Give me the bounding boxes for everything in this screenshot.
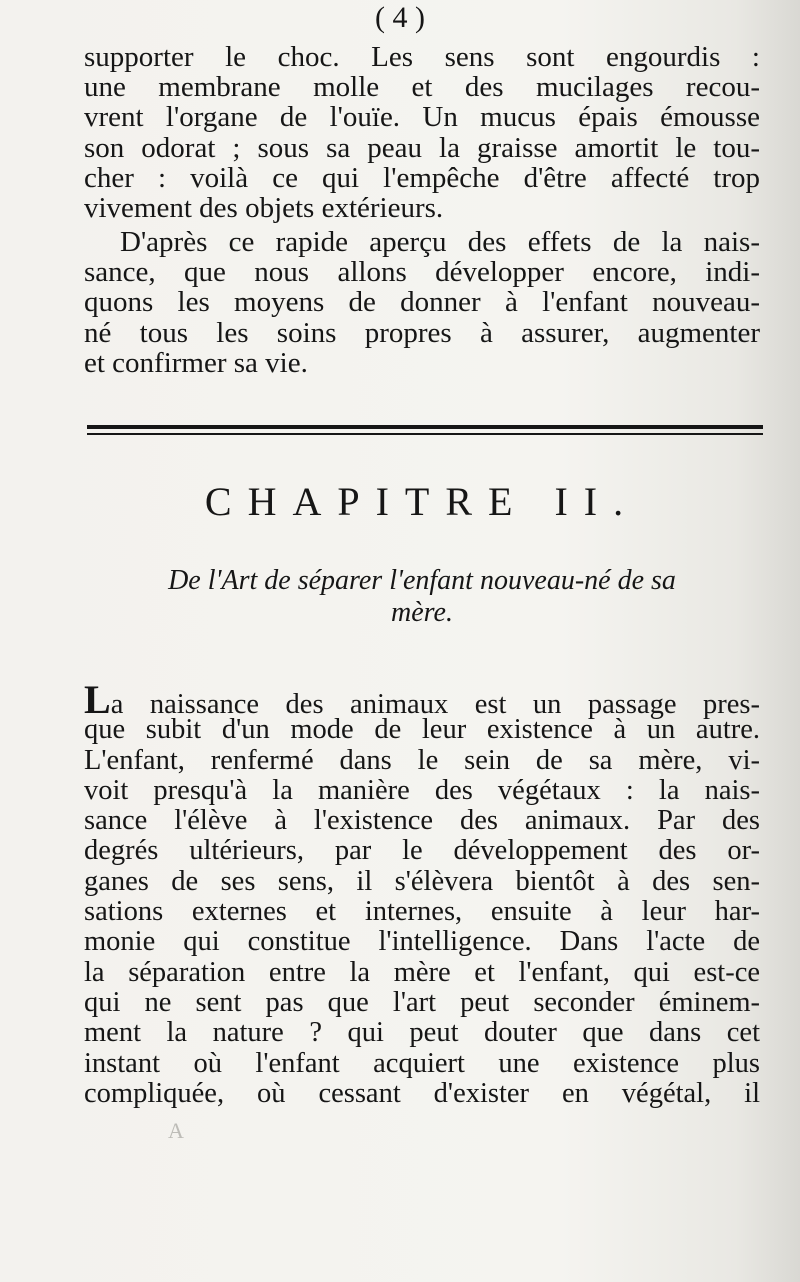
section-rule-thick bbox=[87, 425, 763, 429]
text-line: monie qui constitue l'intelligence. Dans l'acte de bbox=[84, 926, 760, 958]
text-line: degrés ultérieurs, par le développement des or- bbox=[84, 835, 760, 867]
text-line: supporter le choc. Les sens sont engourdis : bbox=[84, 41, 760, 73]
text-line: ganes de ses sens, il s'élèvera bientôt à des sen- bbox=[84, 865, 760, 897]
text-line: cher : voilà ce qui l'empêche d'être affecté trop bbox=[84, 161, 760, 194]
text-line: instant où l'enfant acquiert une existence plus bbox=[84, 1047, 760, 1079]
text-line: vrent l'organe de l'ouïe. Un mucus épais émousse bbox=[84, 101, 760, 134]
subtitle-line: mère. bbox=[391, 597, 453, 628]
text-line: vivement des objets extérieurs. bbox=[84, 191, 444, 224]
signature-mark: A bbox=[168, 1118, 184, 1143]
chapter-subtitle bbox=[84, 565, 760, 629]
text-line: sance, que nous allons développer encore, indi- bbox=[84, 256, 760, 289]
text-line: L'enfant, renfermé dans le sein de sa mère, vi- bbox=[84, 744, 760, 776]
text-line: la séparation entre la mère et l'enfant, qui est-ce bbox=[84, 956, 760, 988]
text-line: une membrane molle et des mucilages recou- bbox=[84, 71, 760, 104]
text-line: son odorat ; sous sa peau la graisse amortit le tou- bbox=[84, 131, 760, 164]
text-line: quons les moyens de donner à l'enfant nouveau- bbox=[84, 286, 760, 319]
section-rule-thin bbox=[87, 433, 763, 435]
text-line: ment la nature ? qui peut douter que dans cet bbox=[84, 1017, 760, 1049]
drop-cap: L bbox=[84, 677, 111, 722]
text-line: compliquée, où cessant d'exister en végétal, il bbox=[84, 1077, 760, 1109]
text-line-rest: a naissance des animaux est un passage pres- bbox=[110, 689, 760, 720]
text-line: né tous les soins propres à assurer, augmenter bbox=[84, 316, 760, 349]
text-line: voit presqu'à la manière des végétaux : la nais- bbox=[84, 774, 760, 806]
text-line: que subit d'un mode de leur existence à un autre. bbox=[84, 714, 760, 746]
paragraph-2 bbox=[84, 227, 760, 378]
text-line: et confirmer sa vie. bbox=[84, 346, 308, 379]
text-line: qui ne sent pas que l'art peut seconder éminem- bbox=[84, 986, 760, 1018]
paragraph-3 bbox=[84, 677, 760, 1109]
text-line: D'après ce rapide aperçu des effets de la nais- bbox=[120, 226, 760, 258]
text-line bbox=[84, 677, 760, 722]
text-line: sance l'élève à l'existence des animaux. Par des bbox=[84, 805, 760, 837]
page-number: ( 4 ) bbox=[375, 1, 425, 34]
text-line: sations externes et internes, ensuite à leur har- bbox=[84, 896, 760, 928]
paragraph-1 bbox=[84, 42, 760, 223]
subtitle-line: De l'Art de séparer l'enfant nouveau-né de sa bbox=[168, 565, 676, 596]
chapter-heading: CHAPITRE II. bbox=[204, 479, 640, 524]
